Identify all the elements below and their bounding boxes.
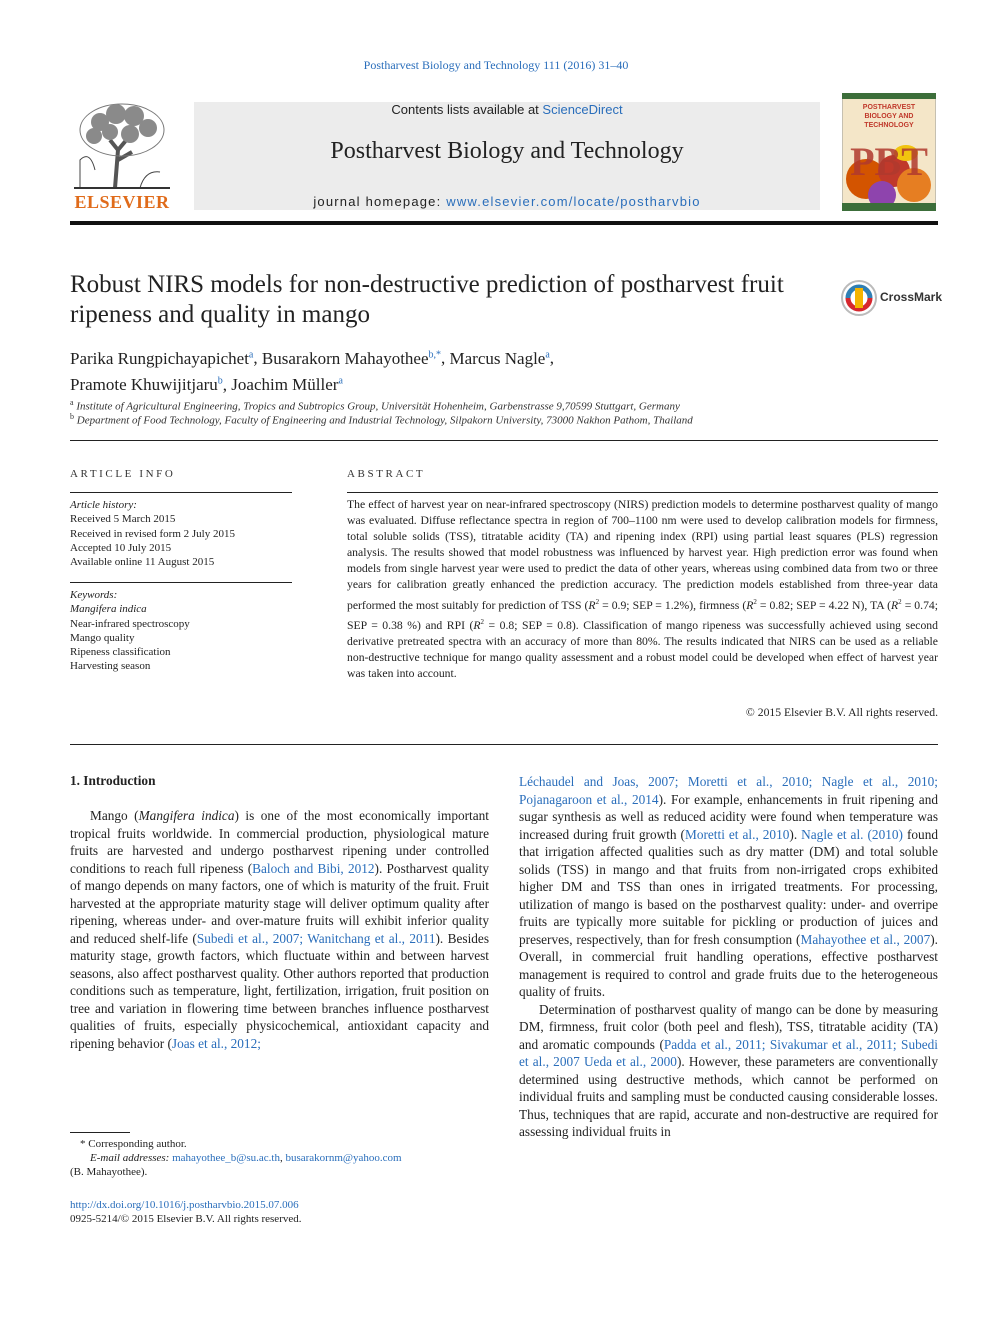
crossmark-label[interactable]: CrossMark [880, 290, 943, 304]
author[interactable]: Marcus Nagle$^a$ [449, 348, 550, 368]
author[interactable]: Parika Rungpichayapichet$^a$ [70, 348, 254, 368]
keyword: Harvesting season [70, 660, 151, 673]
cover-letters: PBT [850, 139, 928, 184]
email-link[interactable]: mahayothee_b@su.ac.th [172, 1152, 280, 1164]
author[interactable]: Busarakorn Mahayothee$^{b,*}$ [261, 348, 442, 368]
citation-link[interactable]: Padda et al., 2011; Sivakumar et al., 2011; Subedi et al., 2007 Ueda et al., 2000 [519, 1036, 938, 1069]
journal-title: Postharvest Biology and Technology [330, 138, 684, 164]
cover-title-2: BIOLOGY AND [864, 113, 914, 120]
divider [347, 492, 938, 493]
affiliation-b: $^b$ Department of Food Technology, Faculty of Engineering and Industrial Technology, Silpakorn University, 73000 Nakhon Pathom, Thailand [70, 412, 693, 427]
citation-link[interactable]: Subedi et al., 2007; Wanitchang et al., 2011 [196, 930, 436, 946]
email-addresses: E-mail addresses: mahayothee_b@su.ac.th, busarakornm@yahoo.com [90, 1152, 402, 1164]
citation-link[interactable]: Baloch and Bibi, 2012 [252, 860, 375, 876]
intro-left-column: Mango (Mangifera indica) is one of the most economically important tropical fruits worldwide. In commercial production, physiological mature fruits are harvested and undergo postharvest ripening under controlled conditions to reach full ripeness (Baloch and Bibi, 2012). Postharvest quality of mango depends on many factors, one of which is maturity of the fruit. Fruit harvested at the appropriate maturity stage will deliver optimum quality after ripening, whereas under- and over-mature fruits will exhibit inferior quality and reduced shelf-life (Subedi et al., 2007; Wanitchang et al., 2011). Besides maturity stage, growth factors, which fluctuate within and between harvest seasons, also affect postharvest quality. Other authors reported that production conditions such as temperature, light, fertilization, irrigation, fruit position on tree and variation in flowering time between branches influence postharvest qualities of fruits, especially physicochemical, antioxidant capacity and ripening behavior (Joas et al., 2012; [70, 808, 490, 1051]
citation-link[interactable]: Moretti et al., 2010 [685, 826, 790, 842]
journal-homepage [194, 194, 820, 209]
abstract-copyright: © 2015 Elsevier B.V. All rights reserved. [745, 706, 938, 719]
keywords [70, 588, 292, 674]
article-info-heading: ARTICLE INFO [70, 468, 176, 480]
keyword: Mangifera indica [70, 603, 147, 616]
abstract-text: The effect of harvest year on near-infrared spectroscopy (NIRS) prediction models to determine postharvest quality of mango was evaluated. Diffuse reflectance spectra in region of 700–1100 nm were used to develop calibration models for firmness, total soluble solids (TSS), titratable acidity (TA) and ripening index (RPI) using partial least squares (PLS) regression analysis. The results showed that model robustness was influenced by harvest year. High prediction error was found when models from single harvest year were used to predict the data of other years, whereas using combined data from two or three years for calibration greatly enhanced the prediction accuracy. The prediction models established from three-year data performed the most suitably for prediction of TSS ($R^2 = 0.9$; SEP = 1.2%), firmness ($R^2 = 0.82$; SEP = 4.22 N), TA ($R^2 = 0.74$; SEP = 0.38 %) and RPI ($R^2 = 0.8$; SEP = 0.8). Classification of mango ripeness was successfully achieved using second derivative pretreated spectra with an accuracy of more than 80%. The results indicated that NIRS can be used as a reliable non-destructive technique for mango quality assessment and a robust model could be developed when effect of harvest year was taken into account. [347, 498, 939, 680]
citation-link[interactable]: Nagle et al. (2010) [801, 826, 903, 842]
publisher-name: ELSEVIER [74, 192, 170, 212]
keyword: Ripeness classification [70, 646, 171, 659]
divider [70, 744, 938, 745]
citation-link[interactable]: Joas et al., 2012; [171, 1035, 261, 1051]
doi-link[interactable]: http://dx.doi.org/10.1016/j.postharvbio.2015.07.006 [70, 1199, 299, 1211]
divider [70, 492, 292, 493]
section-heading: 1. Introduction [70, 773, 156, 788]
abstract-heading: ABSTRACT [347, 468, 426, 480]
cover-title-3: TECHNOLOGY [864, 122, 914, 129]
corresponding-author-note: * Corresponding author. [80, 1138, 187, 1150]
issn-copyright: 0925-5214/© 2015 Elsevier B.V. All rights reserved. [70, 1213, 302, 1225]
journal-cover-image[interactable] [842, 93, 936, 211]
footnote-rule [70, 1132, 130, 1133]
history-label: Article history: [70, 499, 137, 511]
history-accepted: Accepted 10 July 2015 [70, 541, 172, 554]
author-list: Parika Rungpichayapichet$^a$, Busarakorn Mahayothee$^{b,*}$, Marcus Nagle$^a$, Pramote Khuwijitjaru$^b$, Joachim Müller$^a$ [70, 348, 555, 395]
contents-line [194, 102, 820, 117]
divider [70, 582, 292, 583]
cover-title: POSTHARVEST [862, 104, 916, 111]
article-title: Robust NIRS models for non-destructive prediction of postharvest fruit ripeness and quality in mango [70, 271, 784, 328]
intro-right-column: Léchaudel and Joas, 2007; Moretti et al., 2010; Nagle et al., 2010; Pojanagaroon et al., 2014). For example, enhancements in fruit ripening and sugar synthesis as well as reduced acidity were found when temperature was increased during fruit growth (Moretti et al., 2010). Nagle et al. (2010) found that irrigation affected qualities such as dry matter (DM) and total soluble solids (TSS) in mango and that fruits from non-irrigated crops exhibited higher DM and TSS than ones in irrigated treatments. For processing, utilization of mango is based on the postharvest quality: under- and overripe fruits are typically more suitable for pickling or production of juices and preserves, respectively, than for fresh consumption (Mahayothee et al., 2007). Overall, in commercial fruit handling operations, effective postharvest management is required to control and grade fruits due to the heterogeneous quality of fruits. Determination of postharvest quality of mango can be done by measuring DM, firmness, fruit color (both peel and flesh), TSS, titratable acidity (TA) and aromatic compounds (Padda et al., 2011; Sivakumar et al., 2011; Subedi et al., 2007 Ueda et al., 2000). However, these parameters are conventionally determined using destructive methods, which cannot be performed on individual fruits and sampling must be conducted causing considerable losses. Thus, techniques that are rapid, accurate and non-destructive are required for assessing individual fruits in [519, 774, 939, 1139]
crossmark-icon [840, 279, 880, 317]
history-online: Available online 11 August 2015 [70, 556, 215, 569]
journal-citation[interactable]: Postharvest Biology and Technology 111 (2016) 31–40 [363, 58, 629, 72]
footnotes [70, 1137, 490, 1179]
divider [70, 440, 938, 441]
homepage-prefix: journal homepage: [313, 194, 447, 209]
email-link[interactable]: busarakornm@yahoo.com [285, 1152, 402, 1164]
affiliation-a: $^a$ Institute of Agricultural Engineering, Tropics and Subtropics Group, Universität Hohenheim, Garbenstrasse 9,70599 Stuttgart, Germany [70, 398, 680, 413]
contents-prefix: Contents lists available at [391, 102, 543, 117]
keywords-label: Keywords: [70, 589, 118, 601]
citation-link[interactable]: Mahayothee et al., 2007 [800, 931, 931, 947]
homepage-link[interactable]: www.elsevier.com/locate/postharvbio [446, 194, 701, 209]
author[interactable]: Pramote Khuwijitjaru$^b$ [70, 375, 223, 395]
sciencedirect-link[interactable]: ScienceDirect [542, 102, 623, 117]
doi-block [70, 1198, 490, 1226]
author[interactable]: Joachim Müller$^a$ [231, 375, 343, 395]
history-received: Received 5 March 2015 [70, 513, 176, 526]
history-revised: Received in revised form 2 July 2015 [70, 527, 235, 540]
keyword: Near-infrared spectroscopy [70, 617, 190, 630]
masthead-rule [70, 221, 938, 225]
keyword: Mango quality [70, 631, 135, 644]
article-history [70, 498, 292, 569]
citation-link[interactable]: Léchaudel and Joas, 2007; Moretti et al., 2010; Nagle et al., 2010; Pojanagaroon et al., 2014 [519, 774, 938, 807]
email-owner: (B. Mahayothee). [70, 1166, 148, 1178]
